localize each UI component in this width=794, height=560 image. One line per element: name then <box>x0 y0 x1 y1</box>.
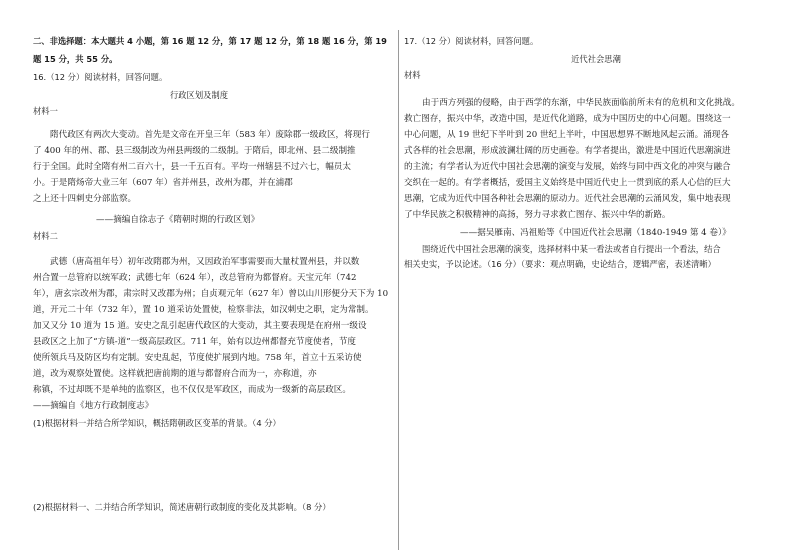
material-label: 材料 <box>404 70 421 80</box>
question-17-title: 近代社会思潮 <box>571 54 621 64</box>
material-2-line: 加又又分 10 道为 15 道。安史之乱引起唐代政区的大变动，其主要表现是在府州一级设 <box>33 321 367 331</box>
task-line: 围绕近代中国社会思潮的演变，选择材料中某一看法或者自行提出一个看法，结合 <box>422 244 721 254</box>
material-2-line: 使所领兵马及防区均有定制。安史乱起，节度使扩展到内地。758 年，首立十五采访使 <box>33 353 362 363</box>
sub-question-2: (2)根据材料一、二并结合所学知识，简述唐朝行政制度的变化及其影响。（8 分） <box>33 502 331 512</box>
material-2-line: 州合置一总管府以统军政；武德七年（624 年），改总管府为都督府。天宝元年（742 <box>33 273 357 283</box>
task-line: 相关史实，予以论述。（16 分）（要求：观点明确，史论结合，逻辑严密，表述清晰） <box>404 259 716 269</box>
question-16-prompt: 16.（12 分）阅读材料，回答问题。 <box>33 72 168 82</box>
material-1-line: 隋代政区有两次大变动。首先是文帝在开皇三年（583 年）废除郡一级政区，将现行 <box>50 130 370 140</box>
material-2-line: 道，开元二十年（732 年），置 10 道采访处置使，检察非法，如汉刺史之职，定为常制。 <box>33 305 374 315</box>
material-line: 救亡图存，振兴中华，改造中国，是近代化道路，成为中国历史的中心问题。围绕这一 <box>404 114 731 124</box>
material-source: ——据吴雁南、冯祖贻等《中国近代社会思潮（1840-1949 第 4 卷）》 <box>460 228 731 238</box>
question-17-prompt: 17.（12 分）阅读材料，回答问题。 <box>404 36 539 46</box>
section-heading-line-2: 题 15 分，共 55 分。 <box>33 54 118 64</box>
material-1-source: ——摘编自徐志子《隋朝时期的行政区划》 <box>96 215 260 225</box>
question-16-title: 行政区划及制度 <box>169 90 229 100</box>
material-2-line: 年），唐玄宗改州为郡，肃宗时又改郡为州；自贞观元年（627 年）曾以山川形便分天下为 10 <box>33 289 389 299</box>
material-line: 由于西方列强的侵略，由于西学的东渐，中华民族面临前所未有的危机和文化挑战。 <box>422 98 740 108</box>
material-1-line: 小。于是隋炀帝大业三年（607 年）省并州县，改州为郡，并在浦郡 <box>33 178 293 188</box>
material-1-line: 之上还十四刺史分部监察。 <box>33 194 137 204</box>
sub-question-1: (1)根据材料一并结合所学知识，概括隋朝政区变革的背景。（4 分） <box>33 418 281 428</box>
material-2-line: 道，改为观察处置使。这样就把唐前期的道与都督府合而为一，亦称道，亦 <box>33 369 317 379</box>
material-1-label: 材料一 <box>33 106 58 116</box>
column-divider <box>398 30 399 550</box>
material-line: 式各样的社会思潮，形成波澜壮阔的历史画卷。有学者提出，激进是中国近代思潮演进 <box>404 146 731 156</box>
material-line: 思潮，它成为近代中国各种社会思潮的原动力。近代社会思潮的云涌风发，集中地表现 <box>404 194 731 204</box>
material-1-line: 行于全国。此时全隋有州二百六十，县一千五百有。平均一州辖县不过六七，幅员太 <box>33 162 351 172</box>
material-line: 中心问题，从 19 世纪下半叶到 20 世纪上半叶，中国思想界不断地风起云涌。涌现各 <box>404 130 729 140</box>
material-2-label: 材料二 <box>33 231 58 241</box>
material-1-line: 了 400 年的州、郡、县三级制改为州县两级的二级制。于隋后，即北州、县二级制推 <box>33 146 356 156</box>
section-heading-line-1: 二、非选择题：本大题共 4 小题，第 16 题 12 分，第 17 题 12 分，第 18 题 16 分，第 19 <box>33 36 387 46</box>
material-2-line: 武德（唐高祖年号）初年改隋郡为州，又因政治军事需要而大量杖置州县，并以数 <box>50 257 360 267</box>
material-line: 交织在一起的。有学者概括，爱国主义始终是中国近代史上一贯到底的系人心信的巨大 <box>404 178 731 188</box>
material-line: 了中华民族之积极精神的高扬，努力寻求救亡图存、振兴中华的新路。 <box>404 210 671 220</box>
material-line: 的主流；有学者认为近代中国社会思潮的演变与发展，始终与同中西文化的冲突与融合 <box>404 162 731 172</box>
material-2-source: ——摘编自《地方行政制度志》 <box>33 401 154 411</box>
material-2-line: 县政区之上加了“方镇-道”一级高层政区。711 年，始有以边州都督充节度使者，节度 <box>33 337 357 347</box>
material-2-line: 称镇，不过却既不是单纯的监察区，也不仅仅是军政区，而成为一级新的高层政区。 <box>33 385 351 395</box>
